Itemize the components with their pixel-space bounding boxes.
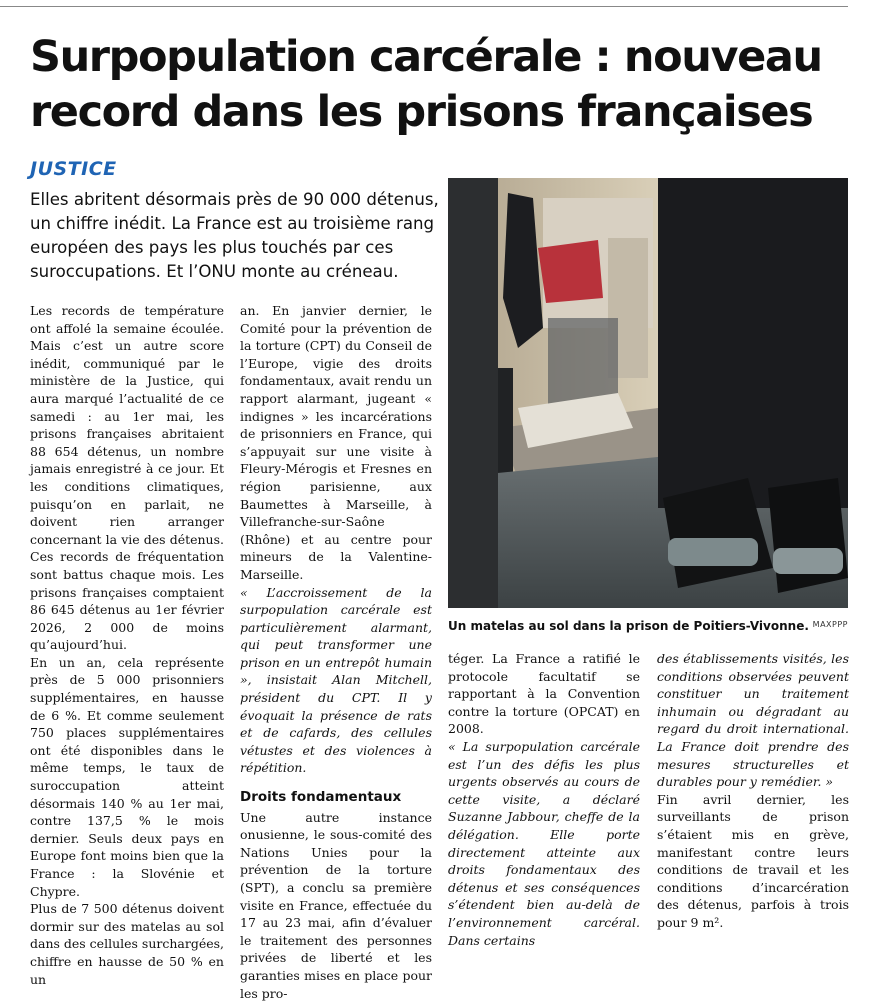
column-3: [448, 650, 640, 949]
section-label: JUSTICE: [30, 158, 117, 180]
paragraph: Une autre instance onusienne, le sous-comité des Nations Unies pour la prévention de la torture (SPT), a conclu sa première visite en France, effectuée du 17 au 23 mai, afin d’évaluer le traitement des personnes privées de liberté et les garanties mises en place pour les pro-: [240, 809, 432, 1001]
paragraph: an. En janvier dernier, le Comité pour la prévention de la torture (CPT) du Conseil de l’Europe, vigie des droits fondamentaux, avait rendu un rapport alarmant, jugeant « indignes » les incarcérations de prisonniers en France, qui s’appuyait sur une visite à Fleury-Mérogis et Fresnes en région parisienne, aux Baumettes à Marseille, à Villefranche-sur-Saône (Rhône) et au centre pour mineurs de la Valentine-Marseille.: [240, 303, 432, 582]
prison-cell-image: [448, 178, 848, 608]
paragraph: En un an, cela représente près de 5 000 prisonniers supplémentaires, en hausse de 6 %. Et comme seulement 750 places supplémentaires ont été disponibles dans le même temps, le taux de suroccupation atteint désormais 140 % au 1er mai, contre 137,5 % le mois dernier. Seuls deux pays en Europe font moins bien que la France : la Slovénie et Chypre.: [30, 654, 224, 899]
top-rule: [0, 6, 848, 7]
subheading: Droits fondamentaux: [240, 789, 402, 806]
paragraph: téger. La France a ratifié le protocole facultatif se rapportant à la Convention contre la torture (OPCAT) en 2008.: [448, 651, 640, 737]
column-2: [240, 302, 432, 1002]
lead-paragraph: Elles abritent désormais près de 90 000 détenus, un chiffre inédit. La France est au troisième rang européen des pays les plus touchés par ces suroccupations. Et l’ONU monte au créneau.: [30, 190, 439, 281]
photo-credit: MAXPPP: [812, 620, 848, 629]
quote-paragraph: des établissements visités, les conditions observées peuvent constituer un traitement inhumain ou dégradant au regard du droit international. La France doit prendre des mesures structurelles et durables pour y remédier. »: [657, 651, 849, 790]
paragraph: Les records de température ont affolé la semaine écoulée. Mais c’est un autre score inédit, communiqué par le ministère de la Justice, qui aura marqué l’actualité de ce samedi : au 1er mai, les prisons françaises abritaient 88 654 détenus, un nombre jamais enregistré à ce jour. Et les conditions climatiques, puisqu’on en parlait, ne doivent rien arranger concernant la vie des détenus. Ces records de fréquentation sont battus chaque mois. Les prisons françaises comptaient 86 645 détenus au 1er février 2026, 2 000 de moins qu’aujourd’hui.: [30, 303, 224, 653]
quote-paragraph: « La surpopulation carcérale est l’un des défis les plus urgents observés au cours de cette visite, a déclaré Suzanne Jabbour, cheffe de la délégation. Elle porte directement atteinte aux droits fondamentaux des détenus et ses conséquences s’étendent bien au-delà de l’environnement carcéral. Dans certains: [448, 738, 640, 948]
paragraph: Plus de 7 500 détenus doivent dormir sur des matelas au sol dans des cellules surchargées, chiffre en hausse de 50 % en un: [30, 901, 225, 987]
quote-paragraph: « L’accroissement de la surpopulation carcérale est particulièrement alarmant, qui peut transformer une prison en un entrepôt humain », insistait Alan Mitchell, président du CPT. Il y évoquait la présence de rats et de cafards, des cellules vétustes et des violences à répétition.: [240, 584, 432, 776]
headline: Surpopulation carcérale : nouveau record dans les prisons françaises: [30, 32, 822, 137]
column-1: [30, 302, 224, 988]
caption-text: Un matelas au sol dans la prison de Poitiers-Vivonne.: [448, 619, 809, 633]
article-photo: [448, 178, 848, 608]
column-4: [657, 650, 849, 932]
photo-caption: [448, 619, 848, 633]
paragraph: Fin avril dernier, les surveillants de prison s’étaient mis en grève, manifestant contre leurs conditions de travail et les conditions d’incarcération des détenus, parfois à trois pour 9 m².: [657, 791, 849, 930]
